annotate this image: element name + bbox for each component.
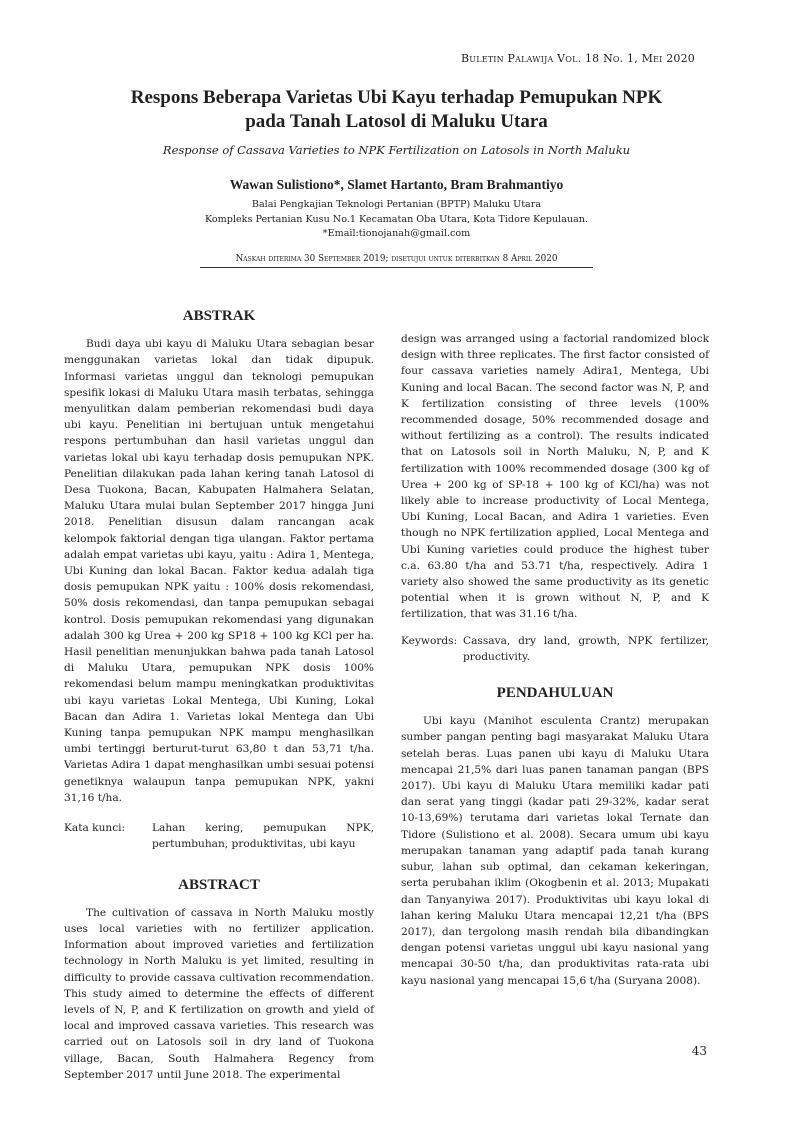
- kata-kunci-text: Lahan kering, pemupukan NPK, pertumbuhan, produktivitas, ubi kayu: [152, 822, 374, 851]
- abstract-text-right: design was arranged using a factorial randomized block design with three replicates. The first factor consisted of four cassava varieties namely Adira1, Mentega, Ubi Kuning and local Bacan. The second factor was N, P, and K fertilization consisting of three levels (100% recommended dosage, 50% recommended dosage and without fertilizing as a control). The results indicated that on Latosols soil in North Maluku, N, P, and K fertilization with 100% recommended dosage (300 kg of Urea + 200 kg of SP-18 + 100 kg of KCl/ha) was not likely able to increase productivity of Local Mentega, Ubi Kuning, Local Bacan, and Adira 1 varieties. Even though no NPK fertilization applied, Local Mentega and Ubi Kuning varieties could produce the highest tuber c.a. 63.80 t/ha and 53.71 t/ha, respectively. Adira 1 variety also showed the same productivity as its genetic potential when it is grown without N, P, and K fertilization, that was 31.16 t/ha.: [401, 333, 709, 621]
- abstrak-text: Budi daya ubi kayu di Maluku Utara sebagian besar menggunakan varietas lokal dan tidak dipupuk. Informasi varietas unggul dan teknologi pemupukan spesifik lokasi di Maluku Utara masih terbatas, sehingga menyulitkan dalam pemberian rekomendasi budi daya ubi kayu. Penelitian ini bertujuan untuk mengetahui respons pertumbuhan dan hasil varietas unggul dan varietas lokal ubi kayu terhadap dosis pemupukan NPK. Penelitian dilakukan pada lahan kering tanah Latosol di Desa Tuokona, Bacan, Kabupaten Halmahera Selatan, Maluku Utara mulai bulan September 2017 hingga Juni 2018. Penelitian disusun dalam rancangan acak kelompok faktorial dengan tiga ulangan. Faktor pertama adalah empat varietas ubi kayu, yaitu : Adira 1, Mentega, Ubi Kuning dan lokal Bacan. Faktor kedua adalah tiga dosis pemupukan NPK yaitu : 100% dosis rekomendasi, 50% dosis rekomendasi, dan tanpa pemupukan sebagai kontrol. Dosis pemupukan rekomendasi yang digunakan adalah 300 kg Urea + 200 kg SP18 + 100 kg KCl per ha. Hasil penelitian menunjukkan bahwa pada tanah Latosol di Maluku Utara, pemupukan NPK dosis 100% rekomendasi belum mampu meningkatkan produktivitas ubi kayu varietas Lokal Mentega, Ubi Kuning, Lokal Bacan dan Adira 1. Varietas lokal Mentega dan Ubi Kuning tanpa pemupukan NPK mampu menghasilkan umbi tertinggi berturut-turut 63,80 t dan 53,71 t/ha. Varietas Adira 1 dapat menghasilkan umbi sesuai potensi genetiknya walaupun tanpa pemupukan NPK, yakni 31,16 t/ha.: [64, 338, 374, 804]
- author-list: Wawan Sulistiono*, Slamet Hartanto, Bram Brahmantiyo: [229, 177, 564, 192]
- author-email: *Email:tionojanah@gmail.com: [322, 228, 471, 239]
- keywords-text: Cassava, dry land, growth, NPK fertilizer, productivity.: [463, 634, 709, 663]
- kata-kunci: [64, 820, 374, 852]
- paper-title: [60, 86, 733, 134]
- abstract-text-left: The cultivation of cassava in North Maluku mostly uses local varieties with no fertilizer application. Information about improved varieties and fertilization technology in North Maluku is yet limited, resulting in difficulty to provide cassava cultivation recommendation. This study aimed to determine the effects of different levels of N, P, and K fertilization on growth and yield of local and improved cassava varieties. This research was carried out on Latosols soil in dry land of Tuokona village, Bacan, South Halmahera Regency from September 2017 until June 2018. The experimental: [64, 906, 374, 1081]
- running-header: Buletin Palawija Vol. 18 No. 1, Mei 2020: [460, 52, 695, 65]
- pendahuluan-text: Ubi kayu (Manihot esculenta Crantz) merupakan sumber pangan penting bagi masyarakat Maluku Utara setelah beras. Luas panen ubi kayu di Maluku Utara mencapai 21,5% dari luas panen tanaman pangan (BPS 2017). Ubi kayu di Maluku Utara memiliki kadar pati dan serat yang tinggi (kadar pati 29-32%, kadar serat 10-13,69%) terutama dari varietas lokal Ternate dan Tidore (Sulistiono et al. 2008). Secara umum ubi kayu merupakan tanaman yang adaptif pada tanah kurang subur, lahan sub optimal, dan cekaman kekeringan, serta perubahan iklim (Okogbenin et al. 2013; Mupakati dan Tanyanyiwa 2017). Produktivitas ubi kayu lokal di lahan kering Maluku Utara mencapai 12,21 t/ha (BPS 2017), dan tergolong masih rendah bila dibandingkan dengan potensi varietas unggul ubi kayu nasional yang mencapai 30-50 t/ha, dan produktivitas rata-rata ubi kayu nasional yang mencapai 15,6 t/ha (Suryana 2008).: [401, 715, 709, 987]
- affiliation-address: Kompleks Pertanian Kusu No.1 Kecamatan Oba Utara, Kota Tidore Kepulauan.: [205, 214, 588, 225]
- keywords-label: Keywords:: [401, 634, 458, 647]
- abstract-heading: ABSTRACT: [178, 876, 260, 893]
- left-column: [64, 308, 374, 1083]
- right-column: [401, 331, 709, 989]
- english-title: Response of Cassava Varieties to NPK Fertilization on Latosols in North Maluku: [162, 143, 631, 157]
- page-number: 43: [691, 1044, 707, 1058]
- title-line-2: pada Tanah Latosol di Maluku Utara: [245, 111, 548, 132]
- received-date: Naskah diterima 30 September 2019; disetujui untuk diterbitkan 8 April 2020: [200, 254, 593, 268]
- keywords: [401, 633, 709, 665]
- affiliation-institute: Balai Pengkajian Teknologi Pertanian (BPTP) Maluku Utara: [251, 199, 542, 210]
- title-line-1: Respons Beberapa Varietas Ubi Kayu terhadap Pemupukan NPK: [130, 87, 663, 108]
- abstrak-heading: ABSTRAK: [182, 308, 256, 324]
- pendahuluan-heading: PENDAHULUAN: [496, 685, 614, 702]
- kata-kunci-label: Kata kunci:: [64, 822, 126, 835]
